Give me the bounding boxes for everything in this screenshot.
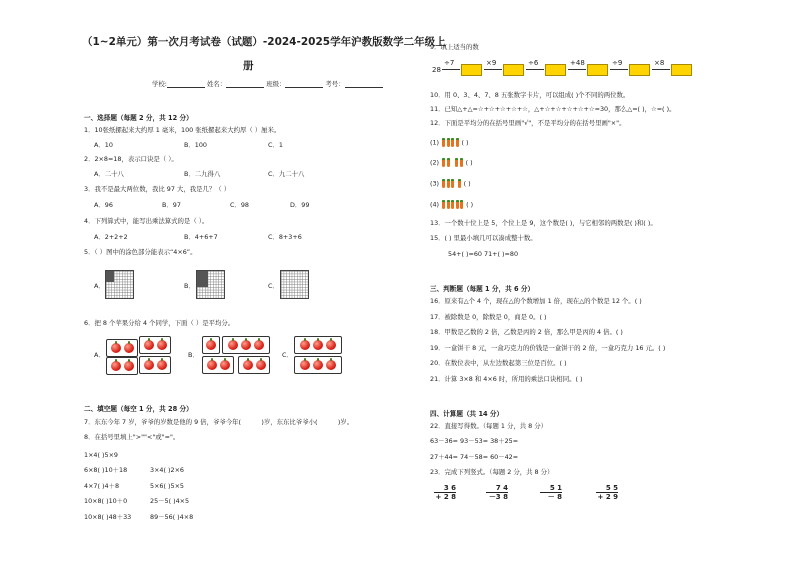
option[interactable]: C． [282,351,293,359]
question-7: 7．东东今年 7 岁，爷爷的岁数是他的 9 倍，爷爷今年( )岁，东东比爷爷小( )岁。 [84,418,354,426]
name-field[interactable] [226,80,264,88]
apple-group [139,336,171,354]
carrot-icon [442,158,445,167]
judge-item[interactable]: 20．在数位表中，从左边数起第三位是百位。( ) [430,359,567,367]
apple-icon [144,340,154,350]
name-label: 姓名： [206,80,227,88]
apple-icon [220,360,230,370]
chain-op: ×9 [486,59,497,67]
apple-icon [243,360,253,370]
vertical-problem[interactable]: 7 4 －3 8 [486,484,508,501]
carrot-icon [447,200,450,209]
section-judge-heading: 三、判断题（每题 1 分，共 6 分） [430,285,535,293]
carrot-icon [447,179,450,188]
question-10: 10．用 0、3、4、7、8 五张数字卡片，可以组成( )个不同的两位数。 [430,91,630,99]
option[interactable]: B． [184,282,195,290]
compare-item[interactable]: 10×8( )10＋0 [84,497,128,505]
apple-group [294,336,342,354]
apple-icon [241,340,251,350]
answer-box[interactable] [587,64,608,76]
carrot-icon [442,200,445,209]
compare-item[interactable]: 1×4( )5×9 [84,451,118,459]
vertical-problem[interactable]: 3 6 + 2 8 [435,484,456,501]
question-3: 3．我不是最大两位数，我比 97 大，我是几？（ ） [84,185,231,193]
chain-op: ÷9 [612,59,623,67]
paper-title: （1~2单元）第一次月考试卷（试题）-2024-2025学年沪教版数学二年级上 [82,36,446,48]
answer-box[interactable] [503,64,524,76]
option[interactable]: C．九二十八 [268,170,305,178]
apple-icon [254,340,264,350]
carrot-icon [447,158,450,167]
apple-group [202,356,234,374]
apple-icon [157,340,167,350]
q12-item: (4) ( ) [430,200,474,209]
compare-item[interactable]: 3×4( )2×6 [150,466,184,474]
option[interactable]: A． [94,351,105,359]
apple-group [294,356,342,374]
question-8: 8．在括号里填上">""<"或"="。 [84,433,180,441]
carrot-icon [451,200,454,209]
grid-figure-a [105,270,134,299]
grid-figure-c [280,270,309,299]
option[interactable]: B．97 [162,201,181,209]
option[interactable]: A． [94,282,105,290]
apple-icon [207,360,217,370]
carrot-icon [442,179,445,188]
apple-icon [111,343,121,353]
question-11: 11．已知△+△=☆+☆+☆+☆+☆，△+☆+☆+☆+☆+☆=30，那么△=( )，☆=( )。 [430,105,676,113]
question-15: 15．( ) 里最小填几可以凑成整十数。 [430,234,537,242]
judge-item[interactable]: 19．一盒饼干 8 元，一盒巧克力的价钱是一盒饼干的 2 倍，一盒巧克力 16 元。( ) [430,344,666,352]
chain-op: ÷6 [528,59,539,67]
chain-arrow [526,69,544,70]
judge-item[interactable]: 16．原来有△个 4 个，现在△的个数增加 1 倍，现在△的个数是 12 个。( ) [430,297,642,305]
question-5: 5．（ ）图中的涂色部分能表示“4×6”。 [84,248,197,256]
calc-row[interactable]: 63－36= 93－53= 38＋25= [430,437,519,445]
carrot-icon [442,138,445,147]
answer-box[interactable] [545,64,566,76]
apple-group [106,357,138,375]
carrot-icon [460,158,463,167]
carrot-icon [460,200,463,209]
vertical-problem[interactable]: 5 1 － 8 [540,484,562,501]
class-field[interactable] [285,80,323,88]
chain-op: ÷7 [444,59,455,67]
question-9: 9．填上适当的数 [430,43,479,51]
school-label: 学校: [152,80,167,88]
question-22: 22．直接写得数。（每题 1 分，共 8 分） [430,422,548,430]
option[interactable]: B．二九得八 [184,170,221,178]
apple-icon [313,360,323,370]
question-2: 2．2×8=18，表示口诀是（ ）。 [84,155,178,163]
option[interactable]: B．100 [184,141,207,149]
question-1: 1．10张纸摞起来大约厚 1 毫米，100 张纸摞起来大约厚（ ）厘米。 [84,126,281,134]
compare-item[interactable]: 10×8( )48＋33 [84,513,132,521]
carrot-icon [455,158,458,167]
question-12: 12．下面是平均分的在括号里画"√"，不是平均分的在括号里画"×"。 [430,119,626,127]
apple-icon [300,340,310,350]
calc-row[interactable]: 27＋44= 74－58= 60－42= [430,453,519,461]
paper-title-cont: 册 [243,60,254,72]
apple-group [139,356,171,374]
apple-group [106,339,138,357]
apple-icon [326,340,336,350]
option[interactable]: C． [268,282,279,290]
judge-item[interactable]: 21．计算 3×8 和 4×6 时，所用的乘法口诀相同。( ) [430,375,583,383]
option[interactable]: A．96 [94,201,113,209]
apple-icon [144,360,154,370]
answer-box[interactable] [671,64,692,76]
section-fill-heading: 二、填空题（每空 1 分，共 28 分） [84,405,193,413]
apple-icon [326,360,336,370]
compare-item[interactable]: 25－5( )4×5 [150,497,190,505]
chain-arrow [484,69,502,70]
question-23: 23．完成下列竖式。（每题 2 分，共 8 分） [430,468,554,476]
q12-item: (3) ( ) [430,179,471,188]
apple-icon [313,340,323,350]
chain-op: +48 [570,59,585,67]
chain-start: 28 [432,66,441,74]
grid-figure-b [196,270,225,299]
carrot-icon [451,179,454,188]
q12-item: (2) ( ) [430,158,473,167]
apple-icon [111,361,121,371]
carrot-icon [458,179,461,188]
apple-icon [300,360,310,370]
answer-box[interactable] [629,64,650,76]
question-13: 13．一个数十位上是 5，个位上是 9，这个数是( )，与它相邻的两数是( )和( )。 [430,219,657,227]
section-choice-heading: 一、选择题（每题 2 分，共 12 分） [84,114,193,122]
chain-arrow [442,69,460,70]
info-line [152,80,383,88]
option[interactable]: C．98 [230,201,249,209]
compare-item[interactable]: 6×8( )10＋18 [84,466,128,474]
chain-arrow [652,69,670,70]
q15-equations[interactable]: 54+( )=60 71+( )=80 [448,250,519,258]
compare-item[interactable]: 4×7( )4＋8 [84,482,120,490]
question-4: 4．下列算式中，能写出乘法算式的是（ ）。 [84,217,209,225]
apple-group [238,356,270,374]
answer-box[interactable] [461,64,482,76]
chain-op: ×8 [654,59,665,67]
apple-group [222,336,270,354]
option[interactable]: A．2+2+2 [94,233,128,241]
carrot-icon [447,138,450,147]
vertical-problem[interactable]: 5 5 + 2 9 [597,484,618,501]
compare-item[interactable]: 89－56( )4×8 [150,513,194,521]
judge-item[interactable]: 17．被除数是 0，除数是 0，商是 0。( ) [430,313,547,321]
school-field[interactable] [167,80,205,88]
option[interactable]: D．99 [290,201,310,209]
carrot-icon [451,138,454,147]
apple-group [202,336,220,354]
apple-icon [206,340,216,350]
judge-item[interactable]: 18．甲数是乙数的 2 倍，乙数是丙的 2 倍，那么甲是丙的 4 倍。( ) [430,328,623,336]
apple-icon [157,360,167,370]
compare-item[interactable]: 5×6( )5×5 [150,482,184,490]
class-label: 班级： [266,80,286,88]
id-label: 考号： [325,80,345,88]
apple-icon [256,360,266,370]
apple-icon [124,361,134,371]
carrot-icon [456,200,459,209]
apple-icon [124,343,134,353]
option[interactable]: C．8+3+6 [268,233,302,241]
id-field[interactable] [345,80,383,88]
option[interactable]: A．10 [94,141,113,149]
section-calc-heading: 四、计算题（共 14 分） [430,410,504,418]
carrot-icon [456,138,459,147]
chain-arrow [568,69,586,70]
option[interactable]: A．二十八 [94,170,124,178]
q12-item: (1) ( ) [430,138,469,147]
question-6: 6．把 8 个苹果分给 4 个同学，下面（ ）是平均分。 [84,319,235,327]
option[interactable]: B．4+6+7 [184,233,218,241]
option[interactable]: C．1 [268,141,283,149]
apple-icon [228,340,238,350]
chain-arrow [610,69,628,70]
option[interactable]: B． [188,351,199,359]
